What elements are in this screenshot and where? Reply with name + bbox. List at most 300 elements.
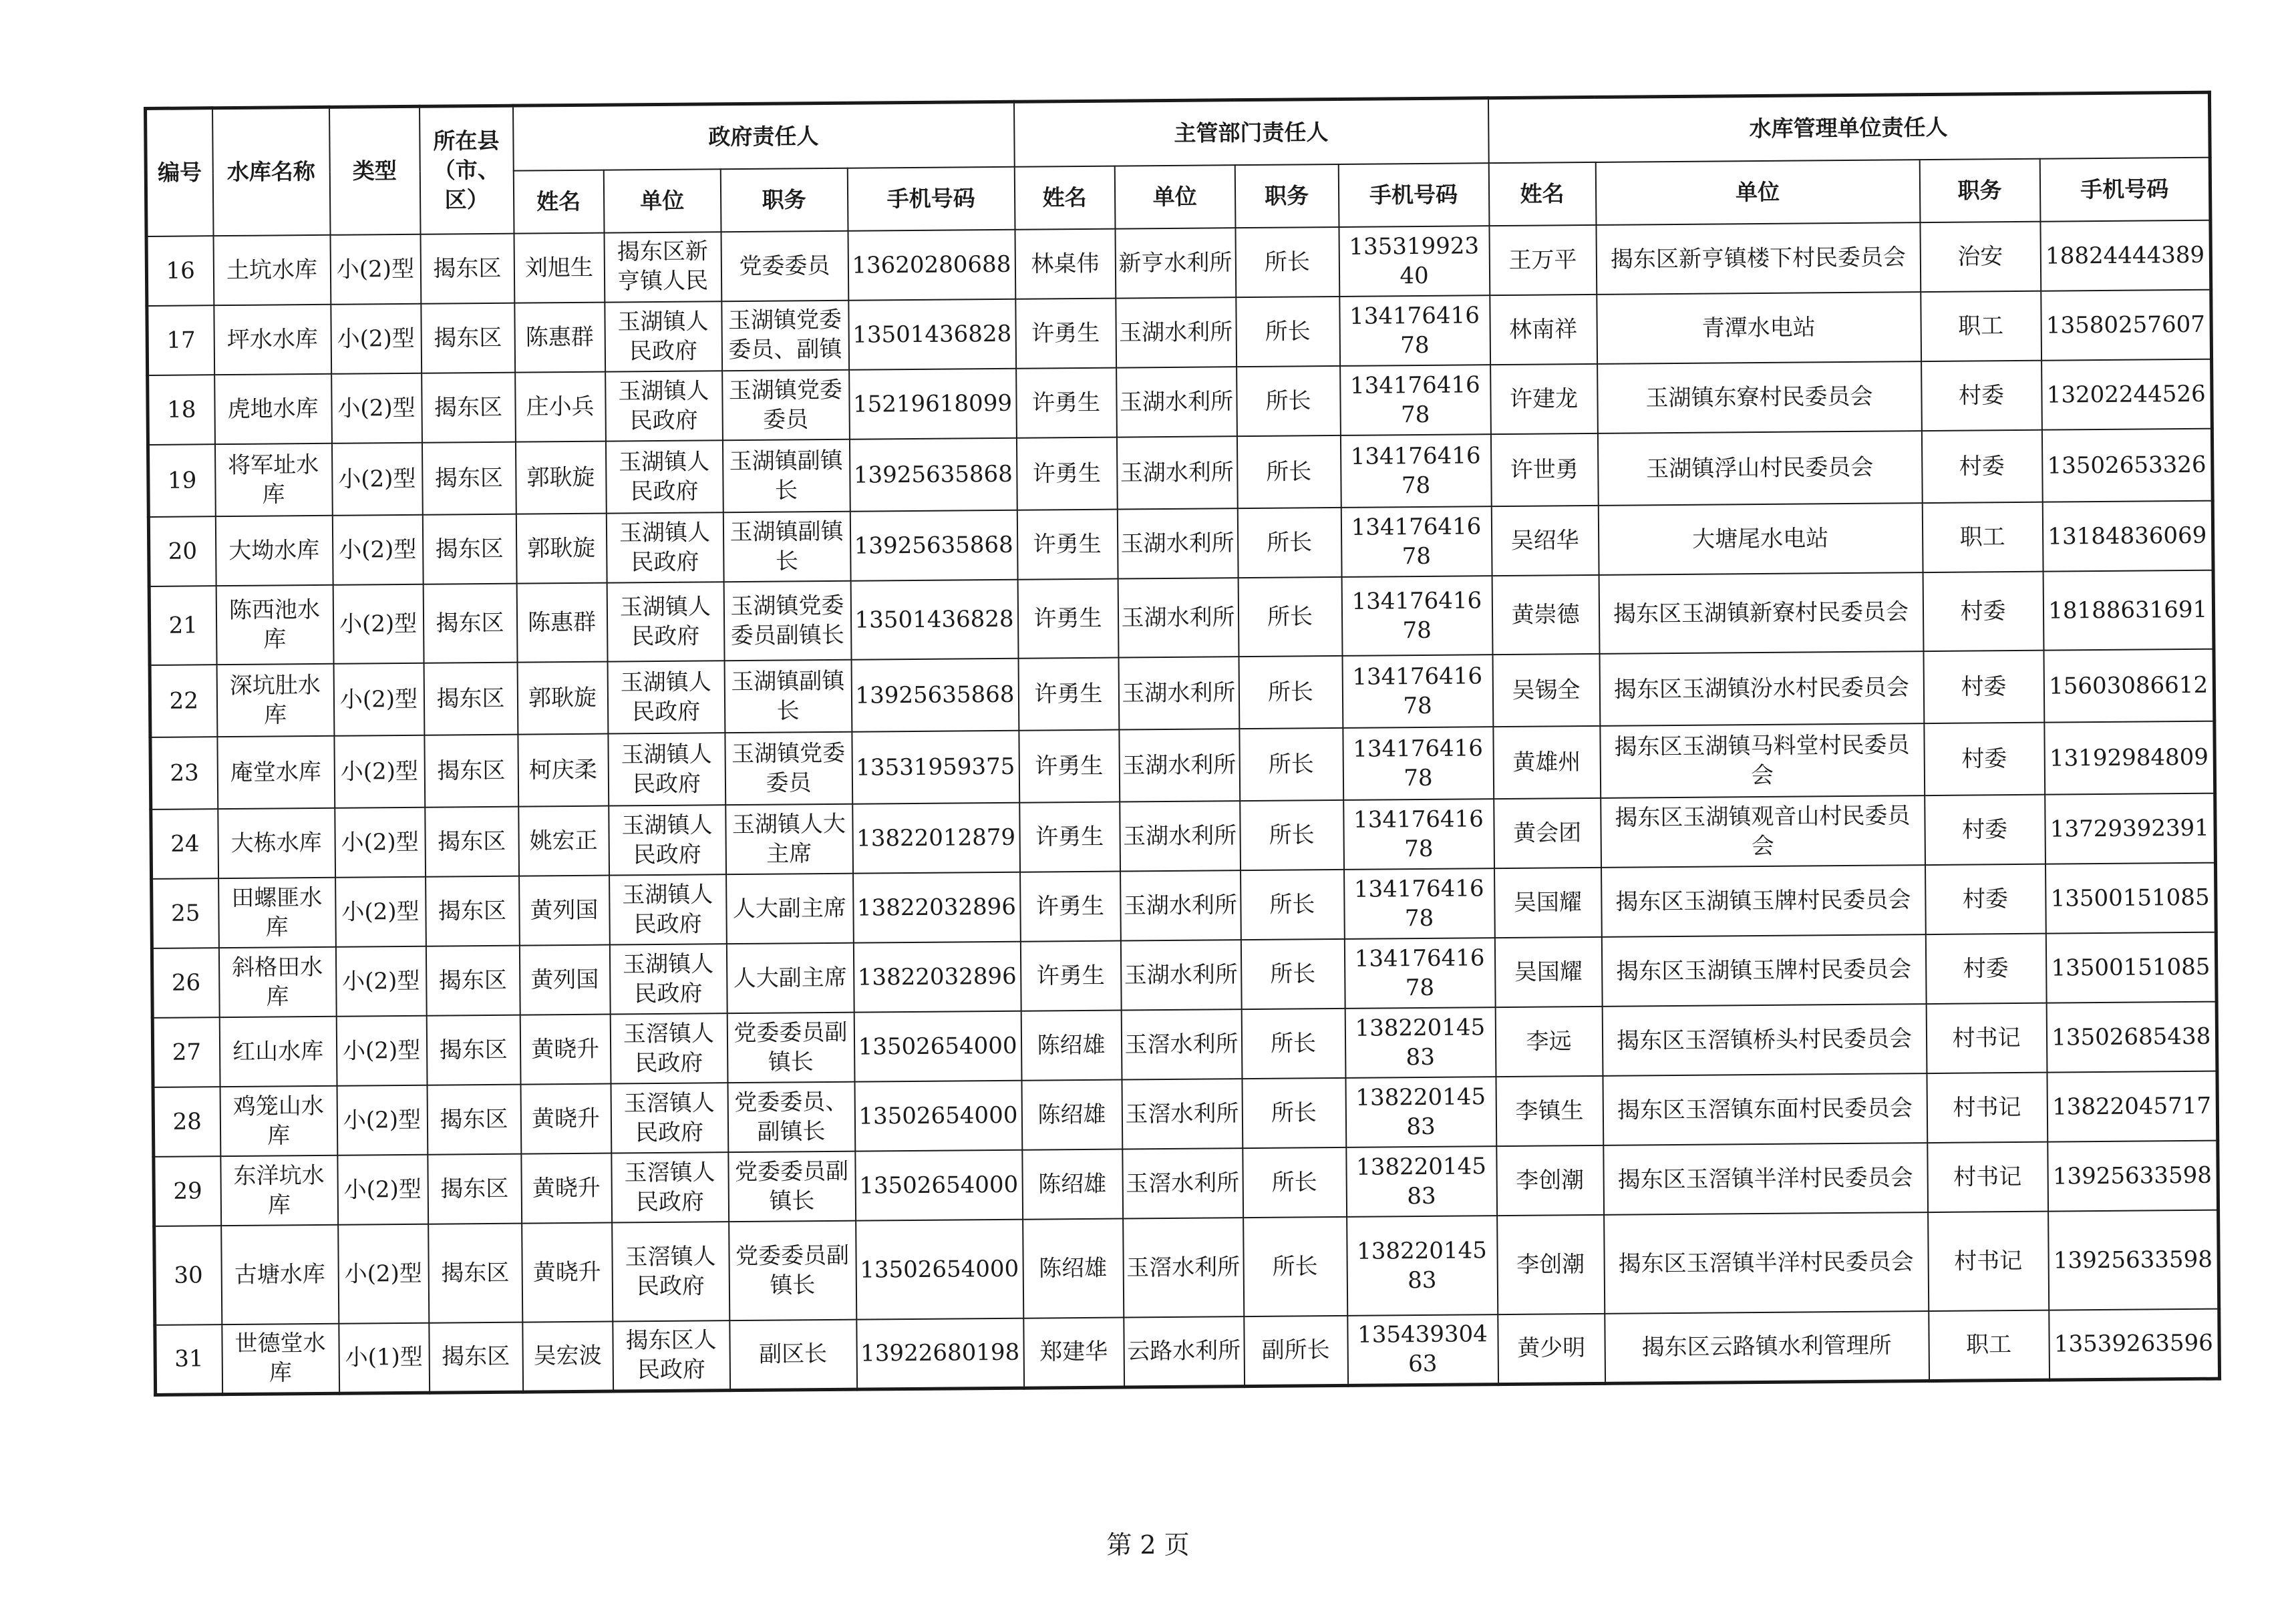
cell-dept-duty: 所长	[1242, 1078, 1346, 1148]
cell-dept-phone: 13417641678	[1340, 434, 1491, 508]
cell-gov-phone: 13502654000	[856, 1220, 1023, 1320]
cell-dept-person-name: 许勇生	[1018, 658, 1119, 731]
cell-dept-phone: 13531992340	[1339, 226, 1490, 297]
document-sheet	[144, 91, 2218, 1397]
cell-gov-duty-text: 党委委员副镇长	[734, 1157, 849, 1215]
header-dept-phone: 手机号码	[1338, 163, 1489, 227]
cell-gov-unit	[613, 1320, 730, 1391]
cell-gov-person-name: 陈惠群	[514, 303, 605, 373]
cell-mgmt-duty: 村委	[1924, 723, 2045, 795]
cell-reservoir-name: 东洋坑水库	[220, 1155, 338, 1226]
cell-mgmt-unit: 揭东区玉湖镇新寮村民委员会	[1599, 572, 1923, 654]
cell-reservoir-type: 小(2)型	[333, 663, 424, 736]
cell-mgmt-duty: 村委	[1925, 934, 2046, 1004]
cell-mgmt-duty: 治安	[1920, 222, 2041, 292]
cell-gov-phone: 13922680198	[856, 1318, 1024, 1389]
cell-reservoir-type: 小(2)型	[337, 1155, 428, 1225]
cell-gov-unit-text: 玉滘镇人民政府	[625, 1243, 716, 1300]
cell-row-no: 21	[149, 586, 216, 665]
cell-mgmt-duty: 村委	[1921, 430, 2042, 503]
cell-gov-duty	[726, 874, 854, 944]
cell-dept-duty: 所长	[1241, 1009, 1345, 1079]
cell-gov-person-name: 黄晓升	[520, 1015, 611, 1085]
cell-reservoir-type: 小(1)型	[339, 1323, 430, 1393]
cell-dept-unit: 玉滘水利所	[1121, 1009, 1242, 1079]
cell-gov-duty	[721, 231, 848, 301]
cell-gov-unit	[607, 661, 725, 733]
cell-dept-person-name: 许勇生	[1015, 299, 1116, 369]
cell-gov-unit	[610, 1013, 727, 1083]
cell-mgmt-unit: 揭东区玉滘镇半洋村民委员会	[1604, 1212, 1929, 1314]
table-body	[146, 220, 2220, 1395]
cell-gov-unit	[611, 1152, 729, 1222]
cell-reservoir-name: 世德堂水库	[222, 1324, 339, 1394]
cell-gov-duty	[726, 943, 854, 1013]
cell-mgmt-duty: 村书记	[1928, 1212, 2049, 1311]
cell-gov-duty	[722, 370, 850, 440]
cell-gov-unit	[605, 371, 723, 441]
cell-gov-unit	[609, 805, 726, 875]
header-dept-group: 主管部门责任人	[1013, 98, 1488, 167]
cell-dept-duty: 所长	[1239, 728, 1343, 801]
cell-mgmt-person-name: 李创潮	[1497, 1215, 1605, 1314]
cell-gov-phone: 13925635868	[850, 510, 1017, 581]
cell-county: 揭东区	[428, 1154, 522, 1224]
cell-gov-unit-text: 玉滘镇人民政府	[624, 1159, 715, 1216]
cell-gov-person-name: 黄列国	[519, 876, 610, 946]
cell-gov-unit-text: 玉滘镇人民政府	[623, 1020, 715, 1077]
cell-gov-unit	[607, 582, 724, 661]
cell-mgmt-person-name: 许建龙	[1490, 364, 1598, 434]
cell-row-no: 22	[150, 665, 217, 737]
cell-gov-duty	[727, 1013, 854, 1083]
cell-gov-duty-text: 玉湖镇党委委员副镇长	[730, 592, 844, 650]
cell-mgmt-duty: 村委	[1923, 572, 2043, 651]
cell-reservoir-type: 小(2)型	[332, 515, 423, 585]
cell-mgmt-phone: 18824444389	[2040, 220, 2211, 291]
cell-mgmt-unit: 揭东区云路镇水利管理所	[1605, 1311, 1929, 1383]
cell-mgmt-unit: 揭东区玉湖镇玉牌村民委员会	[1601, 934, 1926, 1007]
cell-mgmt-phone: 13729392391	[2045, 793, 2216, 864]
header-mgmt-phone: 手机号码	[2039, 158, 2210, 222]
cell-dept-unit: 云路水利所	[1124, 1316, 1245, 1387]
cell-gov-duty-text: 玉湖镇党委委员	[728, 376, 843, 433]
cell-dept-phone: 13417641678	[1339, 295, 1490, 366]
cell-mgmt-phone: 13822045717	[2047, 1071, 2218, 1142]
cell-gov-duty	[721, 301, 849, 371]
cell-county: 揭东区	[420, 234, 514, 304]
cell-gov-duty-text: 人大副主席	[733, 964, 847, 993]
cell-dept-person-name: 陈绍雄	[1022, 1149, 1123, 1220]
cell-reservoir-name: 古塘水库	[221, 1225, 339, 1324]
cell-mgmt-phone: 13925633598	[2048, 1210, 2219, 1310]
cell-gov-person-name: 刘旭生	[514, 233, 605, 303]
cell-gov-duty-text: 玉湖镇副镇长	[729, 447, 843, 504]
header-dept-unit: 单位	[1114, 165, 1235, 228]
cell-dept-phone: 13417641678	[1344, 868, 1495, 939]
cell-gov-phone: 13502654000	[855, 1150, 1023, 1221]
cell-mgmt-person-name: 吴国耀	[1494, 868, 1602, 938]
cell-mgmt-duty: 职工	[1922, 502, 2043, 572]
cell-reservoir-type: 小(2)型	[334, 735, 425, 808]
cell-gov-person-name: 陈惠群	[516, 583, 607, 663]
cell-gov-duty-text: 党委委员	[739, 252, 830, 281]
cell-gov-phone: 15219618099	[849, 369, 1017, 439]
cell-row-no: 30	[154, 1226, 222, 1325]
cell-dept-person-name: 许勇生	[1017, 579, 1118, 659]
cell-county: 揭东区	[425, 807, 519, 877]
cell-dept-unit: 玉湖水利所	[1120, 870, 1241, 940]
cell-gov-person-name: 柯庆柔	[518, 734, 609, 807]
cell-mgmt-phone: 13500151085	[2045, 863, 2216, 934]
header-gov-duty: 职务	[720, 168, 848, 232]
cell-mgmt-unit: 揭东区玉滘镇半洋村民委员会	[1603, 1143, 1928, 1215]
cell-gov-unit-text: 玉湖镇人民政府	[619, 448, 710, 506]
cell-gov-unit-text: 玉湖镇人民政府	[617, 308, 709, 365]
header-gov-name: 姓名	[513, 170, 604, 234]
cell-mgmt-phone: 13925633598	[2047, 1141, 2219, 1212]
cell-row-no: 25	[152, 878, 219, 948]
cell-gov-unit	[605, 301, 722, 371]
cell-gov-duty-text: 党委委员、副镇长	[734, 1088, 848, 1145]
cell-mgmt-person-name: 李镇生	[1496, 1076, 1603, 1146]
cell-mgmt-duty: 村委	[1921, 361, 2042, 431]
cell-reservoir-name: 大栋水库	[218, 808, 335, 878]
cell-mgmt-unit: 揭东区新亨镇楼下村民委员会	[1596, 222, 1921, 295]
cell-dept-person-name: 许勇生	[1019, 730, 1120, 803]
cell-mgmt-person-name: 李远	[1495, 1007, 1603, 1077]
cell-gov-person-name: 黄晓升	[520, 1084, 611, 1154]
cell-reservoir-type: 小(2)型	[336, 1016, 427, 1086]
cell-reservoir-name: 深坑肚水库	[216, 664, 334, 737]
cell-mgmt-phone: 13502685438	[2046, 1002, 2217, 1073]
cell-dept-duty: 所长	[1237, 366, 1341, 436]
cell-dept-person-name: 郑建华	[1023, 1318, 1124, 1388]
cell-gov-phone: 13531959375	[852, 731, 1019, 804]
cell-dept-person-name: 许勇生	[1016, 437, 1117, 510]
cell-gov-unit-text: 玉湖镇人民政府	[622, 881, 713, 938]
cell-mgmt-unit: 揭东区玉滘镇桥头村民委员会	[1602, 1004, 1927, 1076]
cell-county: 揭东区	[429, 1322, 523, 1393]
cell-reservoir-name: 将军址水库	[214, 443, 332, 516]
cell-gov-person-name: 郭耿旋	[515, 441, 606, 514]
cell-mgmt-person-name: 黄少明	[1498, 1314, 1605, 1384]
cell-dept-phone: 13417641678	[1341, 506, 1492, 577]
header-gov-phone: 手机号码	[847, 167, 1015, 231]
cell-gov-duty-text: 玉湖镇副镇长	[729, 518, 844, 575]
cell-dept-phone: 13417641678	[1343, 799, 1494, 870]
cell-mgmt-unit: 揭东区玉滘镇东面村民委员会	[1603, 1073, 1927, 1145]
cell-mgmt-duty: 村书记	[1926, 1003, 2047, 1073]
header-mgmt-duty: 职务	[1919, 159, 2040, 222]
cell-mgmt-unit: 青潭水电站	[1597, 292, 1921, 364]
cell-dept-unit: 玉滘水利所	[1122, 1148, 1243, 1218]
cell-gov-unit-text: 玉湖镇人民政府	[621, 812, 713, 869]
cell-gov-duty-text: 玉湖镇党委委员、副镇长	[727, 306, 842, 364]
cell-dept-person-name: 许勇生	[1020, 872, 1121, 942]
cell-dept-duty: 所长	[1236, 297, 1340, 367]
cell-county: 揭东区	[428, 1224, 522, 1323]
cell-dept-unit: 玉湖水利所	[1119, 729, 1240, 801]
cell-gov-duty-text: 党委委员副镇长	[735, 1242, 850, 1299]
cell-dept-person-name: 许勇生	[1019, 802, 1120, 872]
cell-gov-duty-text: 副区长	[759, 1340, 828, 1369]
cell-gov-unit	[609, 944, 727, 1014]
cell-gov-unit	[611, 1083, 728, 1153]
cell-reservoir-type: 小(2)型	[338, 1224, 429, 1324]
cell-mgmt-phone: 15603086612	[2043, 649, 2215, 723]
cell-mgmt-phone: 13539263596	[2049, 1309, 2220, 1380]
cell-mgmt-phone: 13192984809	[2044, 721, 2215, 795]
cell-dept-phone: 13822014583	[1347, 1216, 1498, 1316]
cell-gov-unit-text: 玉湖镇人民政府	[618, 377, 709, 435]
cell-gov-duty	[729, 1221, 856, 1320]
cell-gov-phone: 13502654000	[854, 1011, 1021, 1082]
header-gov-group: 政府责任人	[513, 102, 1015, 170]
cell-dept-duty: 所长	[1235, 227, 1339, 297]
cell-gov-duty-text: 玉湖镇人大主席	[731, 810, 846, 868]
header-gov-unit: 单位	[603, 169, 721, 232]
cell-mgmt-unit: 大塘尾水电站	[1598, 503, 1923, 575]
cell-dept-duty: 所长	[1243, 1147, 1347, 1218]
page-number: 第 2 页	[1106, 1530, 1190, 1560]
cell-mgmt-duty: 村书记	[1927, 1142, 2048, 1212]
cell-reservoir-name: 陈西池水库	[216, 585, 333, 665]
cell-gov-duty	[728, 1151, 856, 1222]
cell-gov-phone: 13925635868	[851, 659, 1019, 732]
cell-mgmt-person-name: 吴锡全	[1492, 654, 1600, 727]
header-dept-name: 姓名	[1014, 166, 1115, 230]
cell-dept-phone: 13822014583	[1346, 1146, 1497, 1217]
cell-gov-duty-text: 玉湖镇党委委员	[731, 739, 846, 797]
cell-dept-phone: 13543930463	[1347, 1314, 1498, 1385]
cell-dept-phone: 13822014583	[1345, 1007, 1496, 1078]
cell-gov-person-name: 吴宏波	[522, 1322, 613, 1392]
cell-reservoir-type: 小(2)型	[337, 1085, 428, 1155]
cell-dept-unit: 玉滘水利所	[1123, 1218, 1244, 1317]
cell-gov-unit	[604, 232, 721, 302]
cell-county: 揭东区	[423, 584, 517, 663]
cell-gov-phone: 13822032896	[853, 942, 1021, 1013]
cell-gov-phone: 13822012879	[852, 803, 1020, 874]
cell-dept-unit: 玉湖水利所	[1120, 801, 1241, 871]
cell-reservoir-type: 小(2)型	[331, 304, 422, 374]
header-mgmt-name: 姓名	[1488, 162, 1596, 226]
cell-dept-duty: 所长	[1243, 1217, 1347, 1316]
header-mgmt-group: 水库管理单位责任人	[1488, 92, 2210, 163]
cell-mgmt-duty: 村委	[1923, 651, 2044, 723]
cell-gov-person-name: 黄晓升	[521, 1153, 612, 1224]
cell-dept-duty: 所长	[1238, 577, 1342, 657]
cell-row-no: 23	[150, 737, 218, 810]
cell-mgmt-phone: 13502653326	[2041, 429, 2212, 502]
cell-mgmt-duty: 村委	[1925, 795, 2045, 865]
cell-mgmt-duty: 村委	[1925, 864, 2045, 934]
cell-reservoir-name: 斜格田水库	[218, 947, 336, 1017]
cell-dept-duty: 所长	[1237, 508, 1341, 578]
cell-gov-unit-text: 玉湖镇人民政府	[621, 741, 712, 798]
header-no: 编号	[146, 108, 214, 236]
cell-gov-unit	[605, 440, 723, 513]
cell-dept-unit: 玉湖水利所	[1118, 578, 1239, 657]
cell-reservoir-type: 小(2)型	[335, 877, 426, 947]
cell-gov-person-name: 黄晓升	[522, 1223, 613, 1322]
cell-mgmt-unit: 玉湖镇东寮村民委员会	[1597, 361, 1922, 433]
cell-mgmt-person-name: 黄会团	[1494, 798, 1601, 868]
cell-row-no: 28	[153, 1087, 220, 1157]
cell-gov-duty	[724, 660, 852, 733]
cell-dept-unit: 玉湖水利所	[1116, 297, 1237, 367]
cell-mgmt-phone: 18188631691	[2043, 570, 2214, 651]
cell-dept-person-name: 陈绍雄	[1021, 1080, 1122, 1150]
cell-gov-duty-text: 人大副主席	[732, 894, 847, 923]
cell-dept-duty: 副所长	[1244, 1316, 1348, 1386]
cell-mgmt-person-name: 李创潮	[1496, 1145, 1604, 1216]
cell-dept-unit: 玉湖水利所	[1120, 940, 1241, 1010]
header-county: 所在县（市、区）	[420, 106, 514, 234]
cell-gov-unit-text: 揭东区新亨镇人民政府	[617, 238, 709, 295]
cell-gov-unit-text: 玉滘镇人民政府	[623, 1089, 715, 1147]
cell-gov-person-name: 黄列国	[519, 945, 610, 1015]
cell-row-no: 18	[148, 375, 215, 445]
cell-mgmt-phone: 13580257607	[2041, 290, 2212, 361]
cell-mgmt-person-name: 黄雄州	[1493, 726, 1601, 799]
cell-mgmt-phone: 13184836069	[2042, 501, 2213, 572]
cell-dept-unit: 玉湖水利所	[1116, 436, 1237, 509]
cell-dept-duty: 所长	[1241, 870, 1345, 940]
cell-row-no: 26	[152, 948, 219, 1018]
cell-gov-person-name: 郭耿旋	[516, 514, 607, 584]
cell-gov-phone: 13925635868	[849, 438, 1017, 512]
cell-reservoir-type: 小(2)型	[333, 584, 424, 664]
cell-dept-person-name: 许勇生	[1017, 510, 1118, 580]
cell-row-no: 19	[148, 444, 215, 517]
cell-mgmt-person-name: 吴绍华	[1491, 506, 1599, 576]
cell-dept-person-name: 林桌伟	[1015, 229, 1116, 299]
cell-county: 揭东区	[422, 442, 516, 515]
cell-county: 揭东区	[422, 373, 516, 443]
cell-gov-phone: 13822032896	[853, 872, 1021, 943]
cell-reservoir-type: 小(2)型	[331, 443, 422, 516]
cell-reservoir-name: 土坑水库	[213, 235, 331, 305]
cell-dept-person-name: 陈绍雄	[1021, 1011, 1122, 1081]
cell-dept-person-name: 许勇生	[1020, 941, 1121, 1011]
cell-mgmt-person-name: 王万平	[1489, 225, 1597, 295]
cell-mgmt-person-name: 许世勇	[1490, 433, 1598, 506]
cell-reservoir-type: 小(2)型	[331, 373, 422, 443]
cell-dept-duty: 所长	[1240, 800, 1344, 870]
cell-reservoir-name: 坪水水库	[214, 305, 331, 375]
cell-gov-duty	[723, 581, 851, 661]
cell-gov-unit	[609, 874, 727, 944]
cell-dept-phone: 13822014583	[1345, 1077, 1496, 1147]
cell-dept-phone: 13417641678	[1344, 938, 1495, 1009]
cell-gov-duty-text: 党委委员副镇长	[733, 1019, 848, 1076]
reservoir-responsibility-table	[144, 91, 2221, 1397]
cell-mgmt-phone: 13500151085	[2045, 932, 2217, 1003]
cell-gov-unit	[608, 733, 725, 806]
cell-dept-person-name: 许勇生	[1016, 368, 1117, 438]
cell-mgmt-duty: 职工	[1929, 1310, 2049, 1381]
cell-dept-unit: 新亨水利所	[1115, 228, 1236, 298]
cell-county: 揭东区	[421, 303, 515, 373]
cell-reservoir-name: 鸡笼山水库	[220, 1086, 337, 1156]
cell-gov-unit-text: 揭东区人民政府	[625, 1326, 717, 1384]
cell-gov-phone: 13620280688	[848, 230, 1015, 301]
cell-gov-duty	[723, 512, 850, 582]
cell-gov-unit-text: 玉湖镇人民政府	[620, 669, 711, 726]
cell-dept-unit: 玉湖水利所	[1117, 508, 1238, 578]
cell-gov-phone: 13501436828	[848, 299, 1016, 370]
cell-dept-unit: 玉湖水利所	[1116, 367, 1237, 437]
cell-county: 揭东区	[426, 876, 520, 946]
cell-dept-duty: 所长	[1239, 656, 1343, 729]
cell-mgmt-person-name: 林南祥	[1490, 295, 1597, 365]
header-dept-duty: 职务	[1235, 164, 1339, 228]
cell-row-no: 20	[148, 516, 216, 586]
cell-county: 揭东区	[424, 663, 518, 735]
cell-gov-unit-text: 玉湖镇人民政府	[619, 519, 711, 576]
cell-reservoir-name: 大坳水库	[215, 516, 333, 586]
cell-row-no: 31	[155, 1324, 222, 1395]
cell-dept-phone: 13417641678	[1340, 365, 1491, 435]
cell-gov-duty	[725, 732, 852, 805]
header-type: 类型	[329, 106, 420, 235]
cell-dept-phone: 13417641678	[1343, 727, 1494, 800]
cell-reservoir-name: 庵堂水库	[217, 736, 335, 809]
cell-mgmt-unit: 玉湖镇浮山村民委员会	[1597, 431, 1922, 506]
cell-mgmt-unit: 揭东区玉湖镇玉牌村民委员会	[1601, 865, 1926, 937]
cell-row-no: 24	[151, 809, 218, 879]
cell-dept-unit: 玉湖水利所	[1118, 657, 1239, 729]
cell-gov-unit-text: 玉湖镇人民政府	[622, 950, 714, 1008]
cell-gov-duty	[727, 1082, 855, 1152]
cell-mgmt-unit: 揭东区玉湖镇汾水村民委员会	[1599, 651, 1924, 726]
cell-county: 揭东区	[424, 735, 518, 808]
cell-reservoir-type: 小(2)型	[335, 808, 426, 878]
cell-mgmt-person-name: 黄崇德	[1492, 575, 1599, 655]
cell-reservoir-type: 小(2)型	[330, 234, 421, 305]
cell-gov-person-name: 姚宏正	[518, 806, 609, 876]
cell-row-no: 27	[152, 1017, 220, 1087]
cell-dept-duty: 所长	[1237, 435, 1341, 508]
cell-gov-phone: 13501436828	[850, 580, 1018, 660]
cell-county: 揭东区	[422, 514, 516, 584]
cell-mgmt-person-name: 吴国耀	[1494, 937, 1602, 1007]
cell-county: 揭东区	[426, 946, 520, 1016]
header-mgmt-unit: 单位	[1595, 160, 1920, 225]
cell-gov-duty	[729, 1320, 857, 1390]
cell-reservoir-name: 虎地水库	[214, 374, 332, 444]
cell-reservoir-name: 红山水库	[219, 1017, 337, 1087]
cell-mgmt-phone: 13202244526	[2041, 359, 2212, 430]
cell-gov-unit	[612, 1222, 729, 1321]
cell-dept-phone: 13417641678	[1341, 576, 1492, 656]
cell-dept-phone: 13417641678	[1342, 655, 1493, 728]
cell-gov-person-name: 庄小兵	[515, 372, 606, 442]
cell-row-no: 16	[146, 236, 214, 306]
cell-mgmt-unit: 揭东区玉湖镇马料堂村民委员会	[1600, 723, 1925, 798]
table-row	[154, 1210, 2219, 1325]
cell-gov-person-name: 郭耿旋	[517, 662, 608, 735]
cell-mgmt-duty: 职工	[1921, 291, 2041, 361]
cell-reservoir-type: 小(2)型	[335, 946, 426, 1017]
cell-mgmt-duty: 村书记	[1927, 1073, 2047, 1143]
cell-county: 揭东区	[427, 1085, 521, 1155]
cell-row-no: 29	[154, 1156, 221, 1226]
cell-dept-unit: 玉滘水利所	[1122, 1079, 1243, 1149]
cell-gov-duty	[725, 804, 853, 874]
